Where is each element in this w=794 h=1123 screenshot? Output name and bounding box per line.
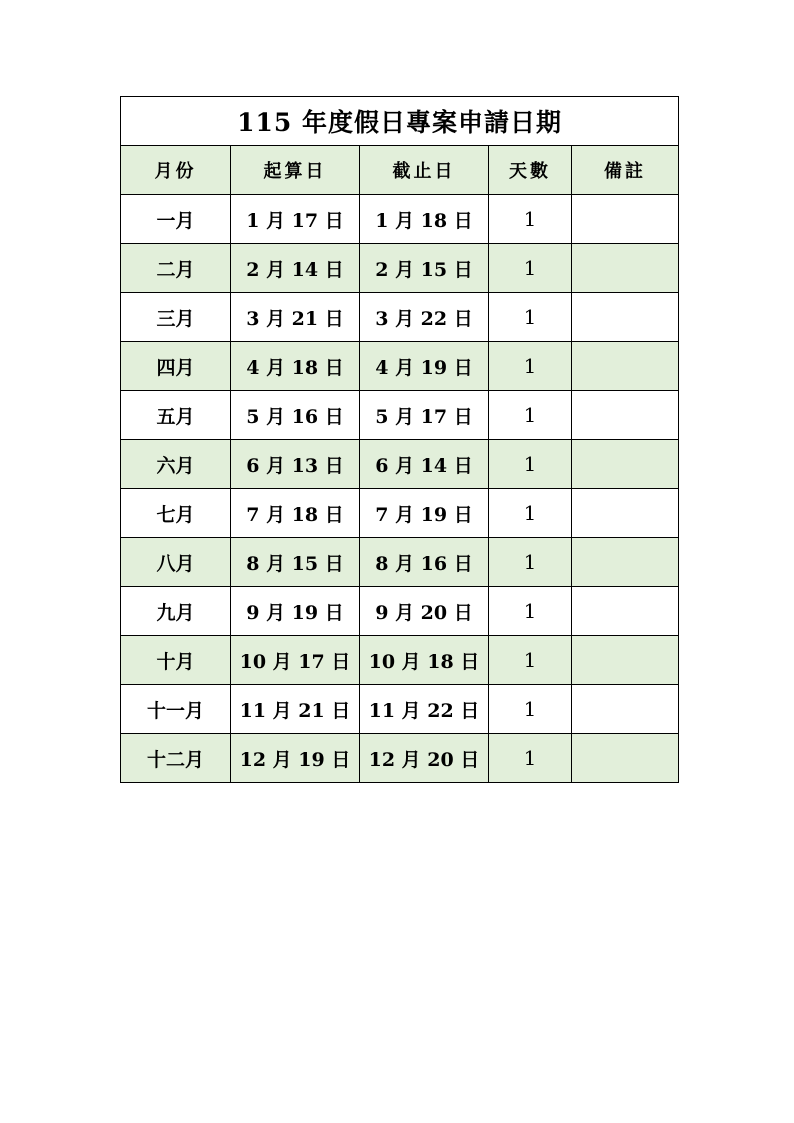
- start-date-cell: 3 月 21 日: [231, 293, 360, 342]
- remarks-cell: [572, 195, 679, 244]
- start-date-cell: 2 月 14 日: [231, 244, 360, 293]
- end-date-cell: 2 月 15 日: [360, 244, 489, 293]
- days-cell: 1: [489, 734, 572, 783]
- remarks-cell: [572, 587, 679, 636]
- remarks-cell: [572, 489, 679, 538]
- end-date-cell: 1 月 18 日: [360, 195, 489, 244]
- remarks-cell: [572, 293, 679, 342]
- days-cell: 1: [489, 342, 572, 391]
- month-cell: 八月: [121, 538, 231, 587]
- month-cell: 六月: [121, 440, 231, 489]
- start-date-cell: 4 月 18 日: [231, 342, 360, 391]
- start-date-cell: 9 月 19 日: [231, 587, 360, 636]
- days-cell: 1: [489, 391, 572, 440]
- days-cell: 1: [489, 489, 572, 538]
- table-row: [121, 636, 679, 685]
- remarks-cell: [572, 636, 679, 685]
- header-days: 天數: [489, 146, 572, 195]
- table-row: [121, 734, 679, 783]
- end-date-cell: 7 月 19 日: [360, 489, 489, 538]
- table-row: [121, 685, 679, 734]
- end-date-cell: 9 月 20 日: [360, 587, 489, 636]
- days-cell: 1: [489, 293, 572, 342]
- remarks-cell: [572, 391, 679, 440]
- days-cell: 1: [489, 538, 572, 587]
- table-body: [121, 195, 679, 783]
- column-header-row: [121, 146, 679, 195]
- holiday-schedule-table: [120, 96, 679, 783]
- start-date-cell: 10 月 17 日: [231, 636, 360, 685]
- month-cell: 二月: [121, 244, 231, 293]
- start-date-cell: 6 月 13 日: [231, 440, 360, 489]
- remarks-cell: [572, 440, 679, 489]
- month-cell: 十二月: [121, 734, 231, 783]
- start-date-cell: 8 月 15 日: [231, 538, 360, 587]
- month-cell: 三月: [121, 293, 231, 342]
- remarks-cell: [572, 734, 679, 783]
- end-date-cell: 10 月 18 日: [360, 636, 489, 685]
- end-date-cell: 4 月 19 日: [360, 342, 489, 391]
- days-cell: 1: [489, 685, 572, 734]
- table-row: [121, 587, 679, 636]
- end-date-cell: 8 月 16 日: [360, 538, 489, 587]
- remarks-cell: [572, 685, 679, 734]
- title-row: [121, 97, 679, 146]
- header-start-date: 起算日: [231, 146, 360, 195]
- days-cell: 1: [489, 440, 572, 489]
- start-date-cell: 1 月 17 日: [231, 195, 360, 244]
- month-cell: 十一月: [121, 685, 231, 734]
- remarks-cell: [572, 244, 679, 293]
- start-date-cell: 5 月 16 日: [231, 391, 360, 440]
- header-end-date: 截止日: [360, 146, 489, 195]
- days-cell: 1: [489, 244, 572, 293]
- remarks-cell: [572, 538, 679, 587]
- table-title: 115 年度假日專案申請日期: [121, 97, 679, 146]
- table-row: [121, 244, 679, 293]
- days-cell: 1: [489, 636, 572, 685]
- header-month: 月份: [121, 146, 231, 195]
- table-row: [121, 342, 679, 391]
- table-row: [121, 195, 679, 244]
- start-date-cell: 12 月 19 日: [231, 734, 360, 783]
- days-cell: 1: [489, 587, 572, 636]
- month-cell: 七月: [121, 489, 231, 538]
- document-page: [120, 96, 678, 783]
- end-date-cell: 12 月 20 日: [360, 734, 489, 783]
- month-cell: 九月: [121, 587, 231, 636]
- end-date-cell: 6 月 14 日: [360, 440, 489, 489]
- month-cell: 十月: [121, 636, 231, 685]
- end-date-cell: 3 月 22 日: [360, 293, 489, 342]
- month-cell: 一月: [121, 195, 231, 244]
- days-cell: 1: [489, 195, 572, 244]
- start-date-cell: 7 月 18 日: [231, 489, 360, 538]
- table-row: [121, 293, 679, 342]
- table-row: [121, 489, 679, 538]
- remarks-cell: [572, 342, 679, 391]
- month-cell: 四月: [121, 342, 231, 391]
- table-row: [121, 538, 679, 587]
- header-remarks: 備註: [572, 146, 679, 195]
- end-date-cell: 5 月 17 日: [360, 391, 489, 440]
- month-cell: 五月: [121, 391, 231, 440]
- table-row: [121, 391, 679, 440]
- start-date-cell: 11 月 21 日: [231, 685, 360, 734]
- end-date-cell: 11 月 22 日: [360, 685, 489, 734]
- table-row: [121, 440, 679, 489]
